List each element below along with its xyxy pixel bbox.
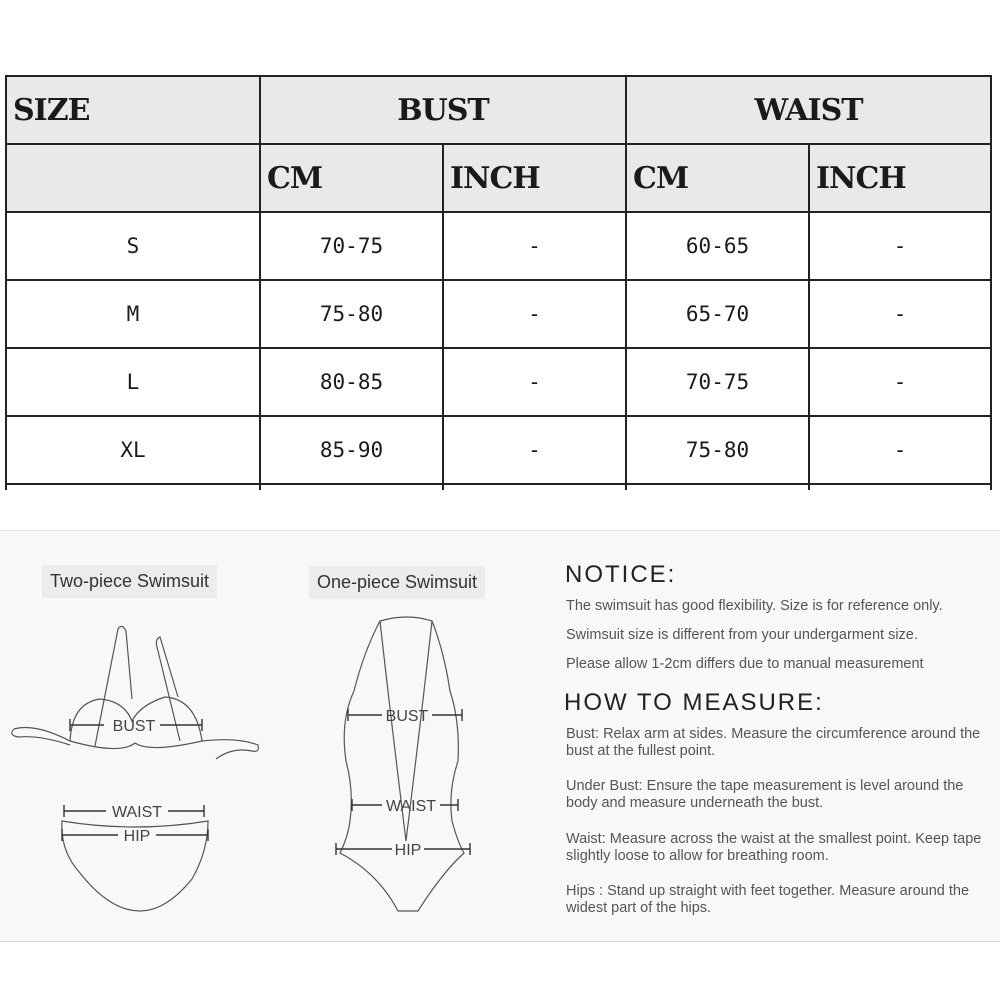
cell-waist-inch: - [809,348,991,416]
table-header-row [6,76,991,144]
how-to-measure-hips: Hips : Stand up straight with feet together. Measure around the widest part of the hips. [566,883,970,916]
cell-waist-inch: - [809,280,991,348]
table-row-cut [6,484,991,490]
size-chart-table [5,75,992,490]
cell-size: M [6,280,260,348]
cell-size: XL [6,416,260,484]
one-piece-body-icon [340,617,464,911]
table-row [6,280,991,348]
header-size-blank [6,144,260,212]
how-to-measure-bust: Bust: Relax arm at sides. Measure the circumference around the bust at the fullest point. [566,726,981,759]
two-piece-hip-label: HIP [123,828,151,845]
header-size: SIZE [6,76,260,144]
how-to-measure-waist: Waist: Measure across the waist at the smallest point. Keep tape slightly loose to allow for breathing room. [566,831,982,864]
table-row [6,348,991,416]
notice-line: The swimsuit has good flexibility. Size is for reference only. [566,598,943,614]
two-piece-diagram [0,611,290,931]
cut-cell [6,484,260,490]
cell-bust-cm: 75-80 [260,280,443,348]
cell-bust-inch: - [443,416,626,484]
cell-bust-cm: 85-90 [260,416,443,484]
cut-cell [260,484,443,490]
cell-waist-inch: - [809,416,991,484]
cut-cell [443,484,626,490]
measurement-guide [0,530,1000,942]
table-row [6,212,991,280]
cell-waist-inch: - [809,212,991,280]
cell-bust-inch: - [443,212,626,280]
notice-line: Please allow 1-2cm differs due to manual measurement [566,656,924,672]
how-to-measure-title: HOW TO MEASURE: [564,689,824,716]
one-piece-bust-label: BUST [385,708,429,725]
cut-cell [809,484,991,490]
header-waist-inch: INCH [809,144,991,212]
cell-size: L [6,348,260,416]
header-bust: BUST [260,76,626,144]
one-piece-waist-label: WAIST [385,798,437,815]
table-row [6,416,991,484]
one-piece-diagram [320,611,490,921]
header-waist-cm: CM [626,144,809,212]
cell-bust-inch: - [443,280,626,348]
cell-size: S [6,212,260,280]
two-piece-title: Two-piece Swimsuit [42,565,217,598]
one-piece-title: One-piece Swimsuit [309,566,485,599]
cut-cell [626,484,809,490]
cell-waist-cm: 70-75 [626,348,809,416]
cell-waist-cm: 75-80 [626,416,809,484]
notice-title: NOTICE: [565,561,677,588]
header-waist: WAIST [626,76,991,144]
notice-line: Swimsuit size is different from your undergarment size. [566,627,918,643]
how-to-measure-under-bust: Under Bust: Ensure the tape measurement is level around the body and measure underneath the bust. [566,778,964,811]
cell-waist-cm: 65-70 [626,280,809,348]
cell-bust-inch: - [443,348,626,416]
header-bust-inch: INCH [443,144,626,212]
two-piece-bust-label: BUST [112,718,156,735]
header-bust-cm: CM [260,144,443,212]
table-units-row [6,144,991,212]
cell-waist-cm: 60-65 [626,212,809,280]
cell-bust-cm: 70-75 [260,212,443,280]
one-piece-hip-label: HIP [394,842,422,859]
cell-bust-cm: 80-85 [260,348,443,416]
two-piece-waist-label: WAIST [111,804,163,821]
